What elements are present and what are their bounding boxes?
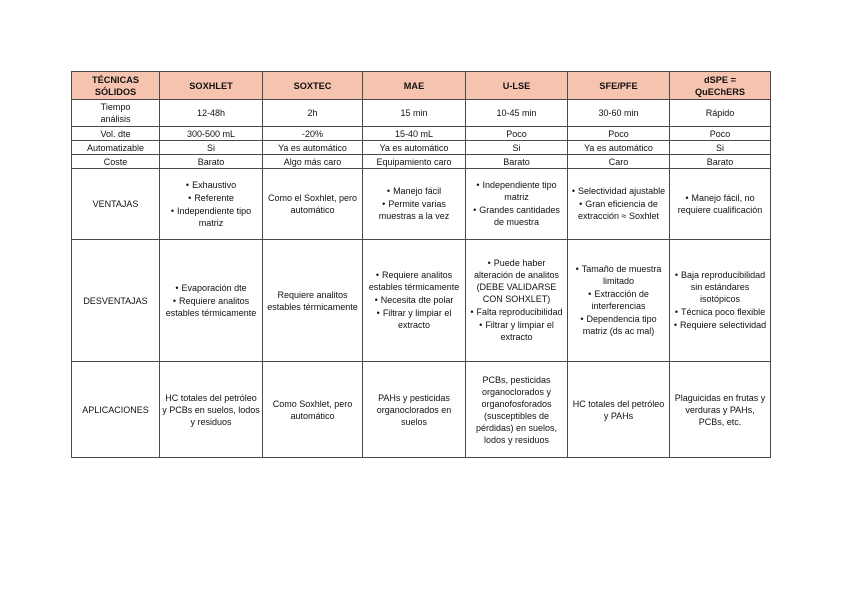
cell-coste-mae: Equipamiento caro — [363, 155, 466, 169]
bullet-item: • Exhaustivo — [162, 179, 260, 191]
label-desventajas: DESVENTAJAS — [72, 240, 160, 362]
cell-coste-soxtec: Algo más caro — [263, 155, 363, 169]
bullet-item: • Requiere analitos estables térmicamente — [365, 269, 463, 293]
desventajas-soxhlet-list — [162, 282, 260, 319]
row-ventajas — [72, 169, 771, 240]
cell-auto-dspe: Si — [670, 141, 771, 155]
row-auto — [72, 141, 771, 155]
cell-auto-mae: Ya es automático — [363, 141, 466, 155]
cell-ventajas-ulse — [466, 169, 568, 240]
techniques-table — [71, 71, 771, 458]
cell-tiempo-mae: 15 min — [363, 100, 466, 127]
bullet-item: • Técnica poco flexible — [672, 306, 768, 318]
bullet-item: • Independiente tipo matriz — [162, 205, 260, 229]
header-mae: MAE — [363, 72, 466, 100]
bullet-item: • Referente — [162, 192, 260, 204]
cell-aplicaciones-dspe: Plaguicidas en frutas y verduras y PAHs, PCBs, etc. — [670, 362, 771, 458]
ventajas-sfe-list — [570, 185, 667, 222]
row-desventajas — [72, 240, 771, 362]
header-tecnicas: TÉCNICAS SÓLIDOS — [72, 72, 160, 100]
ventajas-soxhlet-list — [162, 179, 260, 229]
desventajas-sfe-list — [570, 263, 667, 337]
header-sfe-pfe: SFE/PFE — [568, 72, 670, 100]
cell-desventajas-sfe — [568, 240, 670, 362]
cell-tiempo-dspe: Rápido — [670, 100, 771, 127]
header-dspe: dSPE = QuEChERS — [670, 72, 771, 100]
cell-desventajas-dspe — [670, 240, 771, 362]
cell-coste-soxhlet: Barato — [160, 155, 263, 169]
bullet-item: • Manejo fácil, no requiere cualificación — [672, 192, 768, 216]
cell-vol-sfe: Poco — [568, 127, 670, 141]
cell-tiempo-soxtec: 2h — [263, 100, 363, 127]
bullet-item: • Baja reproducibilidad sin estándares isotópicos — [672, 269, 768, 305]
header-soxtec: SOXTEC — [263, 72, 363, 100]
cell-auto-soxhlet: Si — [160, 141, 263, 155]
cell-aplicaciones-soxhlet: HC totales del petróleo y PCBs en suelos, lodos y residuos — [160, 362, 263, 458]
cell-vol-soxtec: -20% — [263, 127, 363, 141]
desventajas-dspe-list — [672, 269, 768, 331]
cell-vol-dspe: Poco — [670, 127, 771, 141]
row-tiempo — [72, 100, 771, 127]
bullet-item: • Necesita dte polar — [365, 294, 463, 306]
bullet-item: • Manejo fácil — [365, 185, 463, 197]
ventajas-ulse-list — [468, 179, 565, 228]
header-row — [72, 72, 771, 100]
cell-coste-sfe: Caro — [568, 155, 670, 169]
row-vol — [72, 127, 771, 141]
cell-ventajas-soxtec: Como el Soxhlet, pero automático — [263, 169, 363, 240]
label-tiempo: Tiempo análisis — [72, 100, 160, 127]
bullet-item: • Filtrar y limpiar el extracto — [468, 319, 565, 343]
bullet-item: • Extracción de interferencias — [570, 288, 667, 312]
label-vol: Vol. dte — [72, 127, 160, 141]
bullet-item: • Independiente tipo matriz — [468, 179, 565, 203]
bullet-item: • Permite varias muestras a la vez — [365, 198, 463, 222]
cell-aplicaciones-soxtec: Como Soxhlet, pero automático — [263, 362, 363, 458]
bullet-item: • Filtrar y limpiar el extracto — [365, 307, 463, 331]
desventajas-ulse-list — [468, 257, 565, 343]
cell-aplicaciones-mae: PAHs y pesticidas organoclorados en suelos — [363, 362, 466, 458]
cell-auto-sfe: Ya es automático — [568, 141, 670, 155]
header-ulse: U-LSE — [466, 72, 568, 100]
cell-aplicaciones-ulse: PCBs, pesticidas organoclorados y organofosforados (susceptibles de pérdidas) en suelos, lodos y residuos — [466, 362, 568, 458]
cell-desventajas-mae — [363, 240, 466, 362]
cell-vol-soxhlet: 300-500 mL — [160, 127, 263, 141]
cell-tiempo-ulse: 10-45 min — [466, 100, 568, 127]
ventajas-mae-list — [365, 185, 463, 222]
cell-aplicaciones-sfe: HC totales del petróleo y PAHs — [568, 362, 670, 458]
cell-vol-ulse: Poco — [466, 127, 568, 141]
bullet-item: • Requiere selectividad — [672, 319, 768, 331]
cell-vol-mae: 15-40 mL — [363, 127, 466, 141]
bullet-item: • Grandes cantidades de muestra — [468, 204, 565, 228]
cell-tiempo-sfe: 30-60 min — [568, 100, 670, 127]
label-auto: Automatizable — [72, 141, 160, 155]
bullet-item: • Selectividad ajustable — [570, 185, 667, 197]
bullet-item: • Tamaño de muestra limitado — [570, 263, 667, 287]
row-aplicaciones — [72, 362, 771, 458]
cell-desventajas-ulse — [466, 240, 568, 362]
cell-desventajas-soxtec: Requiere analitos estables térmicamente — [263, 240, 363, 362]
row-coste — [72, 155, 771, 169]
bullet-item: • Gran eficiencia de extracción ≈ Soxhlet — [570, 198, 667, 222]
bullet-item: • Dependencia tipo matriz (ds ac mal) — [570, 313, 667, 337]
cell-desventajas-soxhlet — [160, 240, 263, 362]
bullet-item: • Falta reproducibilidad — [468, 306, 565, 318]
bullet-item: • Requiere analitos estables térmicamente — [162, 295, 260, 319]
bullet-item: • Puede haber alteración de analitos (DEBE VALIDARSE CON SOHXLET) — [468, 257, 565, 305]
cell-tiempo-soxhlet: 12-48h — [160, 100, 263, 127]
cell-ventajas-sfe — [568, 169, 670, 240]
cell-ventajas-dspe — [670, 169, 771, 240]
ventajas-dspe-list — [672, 192, 768, 216]
cell-coste-dspe: Barato — [670, 155, 771, 169]
cell-coste-ulse: Barato — [466, 155, 568, 169]
cell-ventajas-soxhlet — [160, 169, 263, 240]
desventajas-mae-list — [365, 269, 463, 331]
cell-auto-soxtec: Ya es automático — [263, 141, 363, 155]
header-soxhlet: SOXHLET — [160, 72, 263, 100]
label-ventajas: VENTAJAS — [72, 169, 160, 240]
cell-auto-ulse: Si — [466, 141, 568, 155]
bullet-item: • Evaporación dte — [162, 282, 260, 294]
label-coste: Coste — [72, 155, 160, 169]
cell-ventajas-mae — [363, 169, 466, 240]
label-aplicaciones: APLICACIONES — [72, 362, 160, 458]
